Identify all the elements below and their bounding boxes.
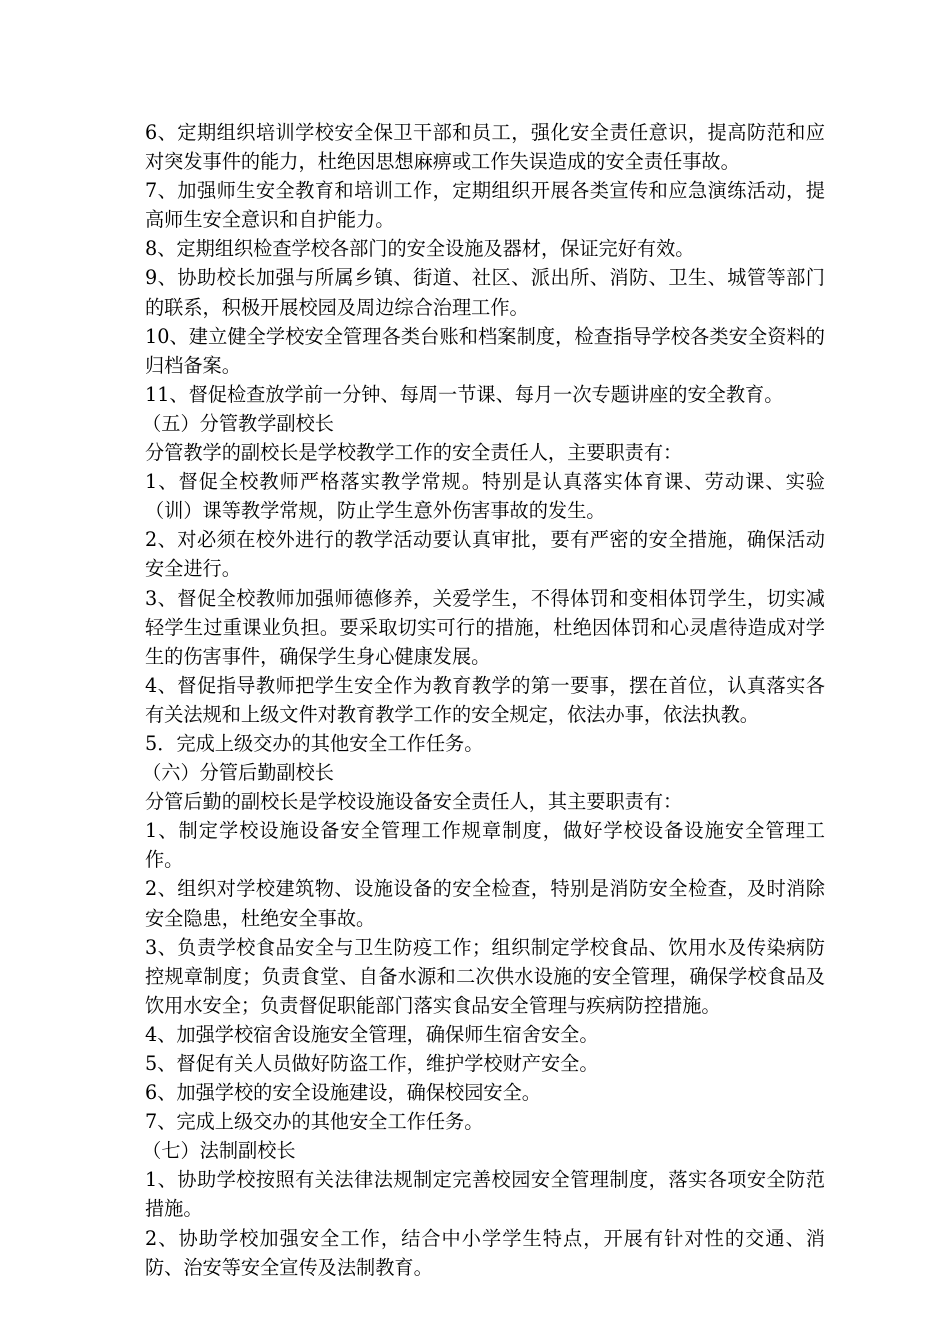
logistics-item-3: 3、负责学校食品安全与卫生防疫工作；组织制定学校食品、饮用水及传染病防控规章制度；负责食堂、自备水源和二次供水设施的安全管理，确保学校食品及饮用水安全；负责督促职能部门落实食品安全管理与疾病防控措施。 (145, 935, 825, 1017)
section-heading-6: （六）分管后勤副校长 (142, 761, 334, 785)
duty-item-9: 9、协助校长加强与所属乡镇、街道、社区、派出所、消防、卫生、城管等部门的联系，积极开展校园及周边综合治理工作。 (145, 266, 825, 319)
teaching-item-1: 1、督促全校教师严格落实教学常规。特别是认真落实体育课、劳动课、实验（训）课等教学常规，防止学生意外伤害事故的发生。 (145, 470, 825, 523)
duty-item-11: 11、督促检查放学前一分钟、每周一节课、每月一次专题讲座的安全教育。 (145, 382, 784, 406)
duty-item-7: 7、加强师生安全教育和培训工作，定期组织开展各类宣传和应急演练活动，提高师生安全意识和自护能力。 (145, 179, 825, 232)
logistics-item-6: 6、加强学校的安全设施建设，确保校园安全。 (145, 1081, 541, 1105)
logistics-item-2: 2、组织对学校建筑物、设施设备的安全检查，特别是消防安全检查，及时消除安全隐患，杜绝安全事故。 (145, 877, 825, 930)
teaching-item-2: 2、对必须在校外进行的教学活动要认真审批，要有严密的安全措施，确保活动安全进行。 (145, 528, 825, 581)
section-heading-5: （五）分管教学副校长 (142, 411, 334, 435)
teaching-item-4: 4、督促指导教师把学生安全作为教育教学的第一要事，摆在首位，认真落实各有关法规和上级文件对教育教学工作的安全规定，依法办事，依法执教。 (145, 673, 825, 726)
logistics-item-7: 7、完成上级交办的其他安全工作任务。 (145, 1110, 484, 1134)
duty-item-10: 10、建立健全学校安全管理各类台账和档案制度，检查指导学校各类安全资料的归档备案。 (145, 324, 825, 377)
teaching-item-5: 5．完成上级交办的其他安全工作任务。 (145, 731, 484, 755)
section-intro-5: 分管教学的副校长是学校教学工作的安全责任人，主要职责有： (145, 441, 683, 465)
teaching-item-3: 3、督促全校教师加强师德修养，关爱学生，不得体罚和变相体罚学生，切实减轻学生过重课业负担。要采取切实可行的措施，杜绝因体罚和心灵虐待造成对学生的伤害事件，确保学生身心健康发展。 (145, 586, 825, 668)
logistics-item-5: 5、督促有关人员做好防盗工作，维护学校财产安全。 (145, 1052, 599, 1075)
section-heading-7: （七）法制副校长 (142, 1139, 296, 1163)
section-intro-6: 分管后勤的副校长是学校设施设备安全责任人，其主要职责有： (145, 790, 683, 814)
logistics-item-1: 1、制定学校设施设备安全管理工作规章制度，做好学校设备设施安全管理工作。 (145, 819, 825, 872)
legal-item-2: 2、协助学校加强安全工作，结合中小学学生特点，开展有针对性的交通、消防、治安等安全宣传及法制教育。 (145, 1226, 825, 1279)
duty-item-6: 6、定期组织培训学校安全保卫干部和员工，强化安全责任意识，提高防范和应对突发事件的能力，杜绝因思想麻痹或工作失误造成的安全责任事故。 (145, 121, 825, 174)
logistics-item-4: 4、加强学校宿舍设施安全管理，确保师生宿舍安全。 (145, 1022, 599, 1046)
duty-item-8: 8、定期组织检查学校各部门的安全设施及器材，保证完好有效。 (145, 237, 695, 261)
document-body (142, 118, 825, 1282)
legal-item-1: 1、协助学校按照有关法律法规制定完善校园安全管理制度，落实各项安全防范措施。 (145, 1168, 825, 1221)
